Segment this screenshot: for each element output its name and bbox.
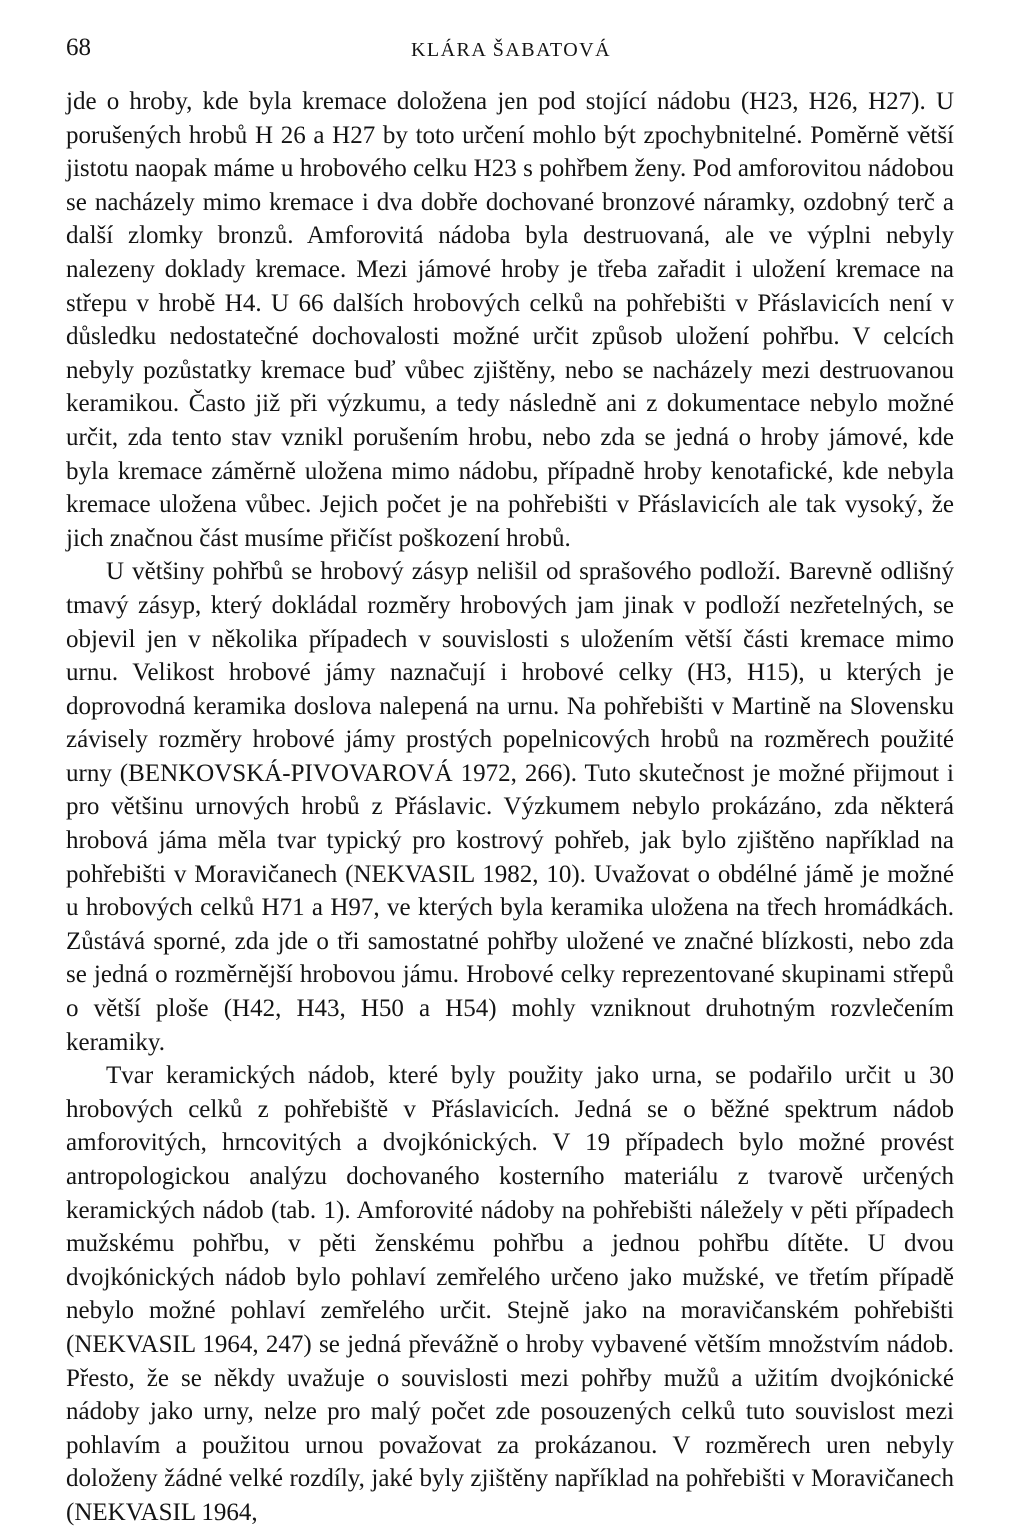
body-text: [66, 85, 954, 1530]
paragraph-3: Tvar keramických nádob, které byly použity jako urna, se podařilo určit u 30 hrobových celků z pohřebiště v Přáslavicích. Jedná se o běžné spektrum nádob amforovitých, hrncovitých a dvojkónických. V 19 případech bylo možné provést antropologickou analýzu dochovaného kosterního materiálu z tvarově určených keramických nádob (tab. 1). Amforovité nádoby na pohřebišti náležely v pěti případech mužskému pohřbu, v pěti ženskému pohřbu a jednou pohřbu dítěte. U dvou dvojkónických nádob bylo pohlaví zemřelého určeno jako mužské, ve třetím případě nebylo možné pohlaví zemřelého určit. Stejně jako na moravičanském pohřebišti (NEKVASIL 1964, 247) se jedná převážně o hroby vybavené větším množstvím nádob. Přesto, že se někdy uvažuje o souvislosti mezi pohřby mužů a užitím dvojkónické nádoby jako urny, nelze pro malý počet zde posouzených celků tuto souvislost mezi pohlavím a použitou urnou považovat za prokázanou. V rozměrech uren nebyly doloženy žádné velké rozdíly, jaké byly zjištěny například na pohřebišti v Moravičanech (NEKVASIL 1964,: [66, 1062, 954, 1526]
paragraph-1: jde o hroby, kde byla kremace doložena jen pod stojící nádobu (H23, H26, H27). U porušených hrobů H 26 a H27 by toto určení mohlo být zpochybnitelné. Poměrně větší jistotu naopak máme u hrobového celku H23 s pohřbem ženy. Pod amforovitou nádobou se nacházely mimo kremace i dva dobře dochované bronzové náramky, ozdobný terč a další zlomky bronzů. Amforovitá nádoba byla destruovaná, ale ve výplni nebyly nalezeny doklady kremace. Mezi jámové hroby je třeba zařadit i uložení kremace na střepu v hrobě H4. U 66 dalších hrobových celků na pohřebišti v Přáslavicích není v důsledku nedostatečné dochovalosti možné určit způsob uložení pohřbu. V celcích nebyly pozůstatky kremace buď vůbec zjištěny, nebo se nacházely mezi destruovanou keramikou. Často již při výzkumu, a tedy následně ani z dokumentace nebylo možné určit, zda tento stav vznikl porušením hrobu, nebo zda se jedná o hroby jámové, kde byla kremace záměrně uložena mimo nádobu, případně hroby kenotafické, kde nebyla kremace uložena vůbec. Jejich počet je na pohřebišti v Přáslavicích ale tak vysoký, že jich značnou část musíme přičíst poškození hrobů.: [66, 88, 954, 552]
running-head: KLÁRA ŠABATOVÁ: [410, 39, 612, 61]
page-number: 68: [66, 34, 91, 61]
page-header: [66, 34, 956, 66]
paragraph-2: U většiny pohřbů se hrobový zásyp nelišil od sprašového podloží. Barevně odlišný tmavý zásyp, který dokládal rozměry hrobových jam jinak v podloží nezřetelných, se objevil jen v několika případech v souvislosti s uložením větší části kremace mimo urnu. Velikost hrobové jámy naznačují i hrobové celky (H3, H15), u kterých je doprovodná keramika doslova nalepená na urnu. Na pohřebišti v Martině na Slovensku závisely rozměry hrobové jámy prostých popelnicových hrobů na rozměrech použité urny (BENKOVSKÁ-PIVOVAROVÁ 1972, 266). Tuto skutečnost je možné přijmout i pro většinu urnových hrobů z Přáslavic. Výzkumem nebylo prokázáno, zda některá hrobová jáma měla tvar typický pro kostrový pohřeb, jak bylo zjištěno například na pohřebišti v Moravičanech (NEKVASIL 1982, 10). Uvažovat o obdélné jámě je možné u hrobových celků H71 a H97, ve kterých byla keramika uložena na třech hromádkách. Zůstává sporné, zda jde o tři samostatné pohřby uložené ve značné blízkosti, nebo zda se jedná o rozměrnější hrobovou jámu. Hrobové celky reprezentované skupinami střepů o větší ploše (H42, H43, H50 a H54) mohly vzniknout druhotným rozvlečením keramiky.: [66, 558, 954, 1056]
